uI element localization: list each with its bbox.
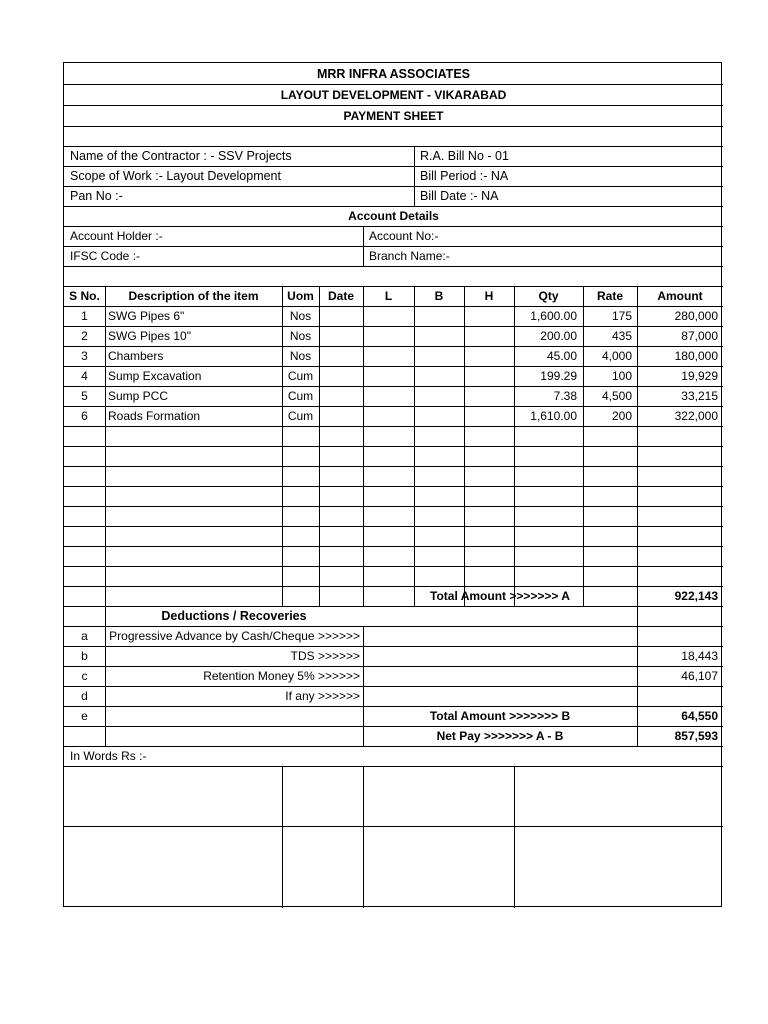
item-description: Sump PCC — [108, 389, 169, 403]
total-amount-a-value: 922,143 — [674, 589, 718, 603]
sheet-title: PAYMENT SHEET — [343, 109, 444, 123]
column-header: Qty — [538, 289, 559, 303]
item-uom: Nos — [289, 329, 312, 343]
column-header: B — [434, 289, 444, 303]
row-border — [64, 126, 723, 127]
item-description: SWG Pipes 6" — [108, 309, 185, 323]
account-number: Account No:- — [369, 229, 439, 243]
row-border — [64, 826, 723, 827]
column-header: Date — [327, 289, 354, 303]
column-border — [414, 146, 415, 206]
column-header: Description of the item — [128, 289, 259, 303]
item-uom: Cum — [287, 409, 314, 423]
item-description: Roads Formation — [108, 409, 201, 423]
deduction-letter: b — [81, 649, 88, 663]
row-border — [64, 506, 723, 507]
contractor-name: Name of the Contractor : - SSV Projects — [70, 149, 292, 163]
item-qty: 7.38 — [553, 389, 577, 403]
row-border — [64, 546, 723, 547]
item-sno: 5 — [81, 389, 88, 403]
row-border — [64, 466, 723, 467]
net-pay-label: Net Pay >>>>>>> A - B — [436, 729, 564, 743]
item-rate: 435 — [611, 329, 632, 343]
item-sno: 2 — [81, 329, 88, 343]
deduction-letter: a — [81, 629, 88, 643]
bill-date: Bill Date :- NA — [420, 189, 499, 203]
deduction-label: Retention Money 5% >>>>>> — [203, 669, 360, 683]
item-description: Chambers — [108, 349, 164, 363]
row-border — [64, 486, 723, 487]
row-border — [64, 266, 723, 267]
total-amount-b-value: 64,550 — [681, 709, 718, 723]
total-amount-b-label: Total Amount >>>>>>> B — [429, 709, 571, 723]
deduction-value: 18,443 — [681, 649, 718, 663]
bill-number: R.A. Bill No - 01 — [420, 149, 509, 163]
item-rate: 175 — [611, 309, 632, 323]
item-description: Sump Excavation — [108, 369, 202, 383]
item-qty: 200.00 — [540, 329, 577, 343]
item-sno: 1 — [81, 309, 88, 323]
total-amount-a-label: Total Amount >>>>>>> A — [430, 589, 570, 603]
column-border — [363, 286, 364, 606]
item-rate: 100 — [611, 369, 632, 383]
column-header: Rate — [596, 289, 623, 303]
item-description: SWG Pipes 10" — [108, 329, 191, 343]
project-title: LAYOUT DEVELOPMENT - VIKARABAD — [280, 88, 507, 102]
ifsc-code: IFSC Code :- — [70, 249, 141, 263]
pan-number: Pan No :- — [70, 189, 123, 203]
column-border — [319, 286, 320, 606]
amount-in-words: In Words Rs :- — [70, 749, 147, 763]
column-border — [414, 286, 415, 606]
item-uom: Cum — [287, 369, 314, 383]
item-qty: 1,600.00 — [530, 309, 577, 323]
row-border — [64, 426, 723, 427]
item-amount: 87,000 — [681, 329, 718, 343]
column-header: Amount — [657, 289, 703, 303]
row-border — [64, 526, 723, 527]
item-amount: 33,215 — [681, 389, 718, 403]
item-amount: 280,000 — [674, 309, 718, 323]
column-header: Uom — [287, 289, 314, 303]
column-border — [514, 766, 515, 908]
item-sno: 3 — [81, 349, 88, 363]
column-border — [363, 226, 364, 266]
column-border — [105, 286, 106, 606]
deduction-value — [637, 686, 718, 706]
column-border — [363, 766, 364, 908]
deductions-title: Deductions / Recoveries — [161, 609, 307, 623]
deduction-value — [637, 626, 718, 646]
account-details-title: Account Details — [348, 209, 439, 223]
item-rate: 4,500 — [601, 389, 632, 403]
net-pay-value: 857,593 — [674, 729, 718, 743]
column-border — [464, 286, 465, 606]
item-uom: Nos — [289, 349, 312, 363]
item-amount: 19,929 — [681, 369, 718, 383]
item-amount: 180,000 — [674, 349, 718, 363]
branch-name: Branch Name:- — [369, 249, 450, 263]
row-border — [64, 446, 723, 447]
column-border — [282, 766, 283, 908]
payment-sheet — [63, 62, 722, 907]
item-rate: 200 — [611, 409, 632, 423]
deduction-label: TDS >>>>>> — [290, 649, 360, 663]
company-name: MRR INFRA ASSOCIATES — [316, 67, 470, 81]
deduction-letter: e — [81, 709, 88, 723]
account-holder: Account Holder :- — [70, 229, 163, 243]
scope-of-work: Scope of Work :- Layout Development — [70, 169, 281, 183]
deduction-letter: d — [81, 689, 88, 703]
item-sno: 6 — [81, 409, 88, 423]
column-header: L — [384, 289, 393, 303]
column-header: H — [484, 289, 494, 303]
item-qty: 1,610.00 — [530, 409, 577, 423]
column-header: S No. — [69, 289, 100, 303]
bill-period: Bill Period :- NA — [420, 169, 509, 183]
item-qty: 199.29 — [540, 369, 577, 383]
item-uom: Cum — [287, 389, 314, 403]
item-amount: 322,000 — [674, 409, 718, 423]
row-border — [64, 766, 723, 767]
item-rate: 4,000 — [601, 349, 632, 363]
deduction-label: If any >>>>>> — [285, 689, 360, 703]
deduction-label — [105, 706, 360, 726]
deduction-label: Progressive Advance by Cash/Cheque >>>>>> — [109, 629, 360, 643]
deduction-letter: c — [81, 669, 88, 683]
item-uom: Nos — [289, 309, 312, 323]
item-qty: 45.00 — [546, 349, 577, 363]
item-sno: 4 — [81, 369, 88, 383]
deduction-value: 46,107 — [681, 669, 718, 683]
row-border — [64, 566, 723, 567]
